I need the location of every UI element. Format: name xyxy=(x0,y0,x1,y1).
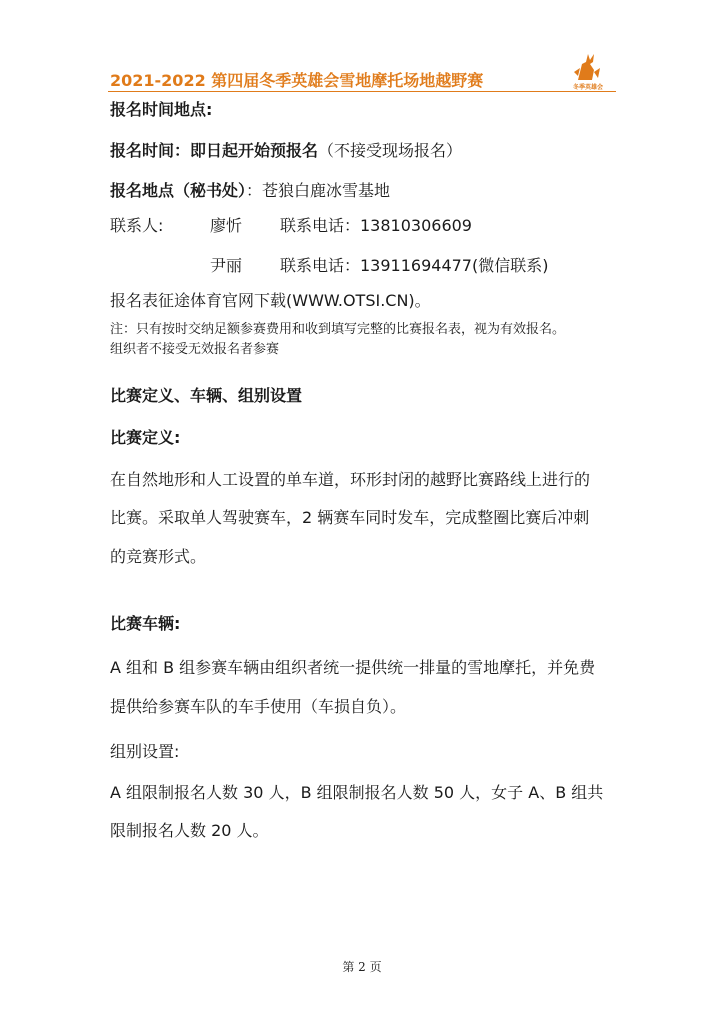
registration-place-label: 报名地点（秘书处） xyxy=(110,181,247,200)
groups-line: A 组限制报名人数 30 人，B 组限制报名人数 50 人，女子 A、B 组共 xyxy=(110,783,604,802)
contact-name: 尹丽 xyxy=(210,256,243,275)
registration-time-note: （不接受现场报名） xyxy=(318,141,463,160)
registration-place xyxy=(110,181,390,201)
definition-line: 比赛。采取单人驾驶赛车，2 辆赛车同时发车，完成整圈比赛后冲刺 xyxy=(110,508,590,527)
vehicles-line: 提供给参赛车队的车手使用（车损自负）。 xyxy=(110,697,407,716)
contact-phone: 联系电话：13810306609 xyxy=(280,216,472,235)
event-logo xyxy=(560,50,616,92)
header-rule xyxy=(108,91,616,92)
header-title: 2021-2022 第四届冬季英雄会雪地摩托场地越野赛 xyxy=(110,71,484,90)
contact-name: 廖忻 xyxy=(210,216,243,235)
contact-row-1 xyxy=(110,216,630,236)
note-line-1: 注：只有按时交纳足额参赛费用和收到填写完整的比赛报名表，视为有效报名。 xyxy=(110,322,566,337)
registration-place-value: ：苍狼白鹿冰雪基地 xyxy=(246,181,391,200)
contacts-label: 联系人: xyxy=(110,216,164,235)
note-line-2: 组织者不接受无效报名者参赛 xyxy=(110,342,280,357)
form-download-text: 报名表征途体育官网下载(WWW.OTSI.CN)。 xyxy=(110,291,431,310)
registration-time-label: 报名时间：即日起开始预报名 xyxy=(110,141,319,160)
logo-text: 冬季英雄会 xyxy=(572,84,604,91)
definition-heading: 比赛定义: xyxy=(110,428,181,447)
contact-phone: 联系电话：13911694477(微信联系) xyxy=(280,256,549,275)
section-heading: 比赛定义、车辆、组别设置 xyxy=(110,386,303,405)
definition-line: 的竞赛形式。 xyxy=(110,547,207,566)
registration-time xyxy=(110,141,462,161)
vehicles-line: A 组和 B 组参赛车辆由组织者统一提供统一排量的雪地摩托，并免费 xyxy=(110,658,596,677)
groups-heading: 组别设置: xyxy=(110,742,180,761)
page-number: 第 2 页 xyxy=(342,960,382,974)
registration-heading: 报名时间地点: xyxy=(110,100,213,119)
contact-row-2 xyxy=(110,256,630,276)
vehicles-heading: 比赛车辆: xyxy=(110,614,181,633)
definition-line: 在自然地形和人工设置的单车道，环形封闭的越野比赛路线上进行的 xyxy=(110,470,591,489)
groups-line: 限制报名人数 20 人。 xyxy=(110,821,269,840)
